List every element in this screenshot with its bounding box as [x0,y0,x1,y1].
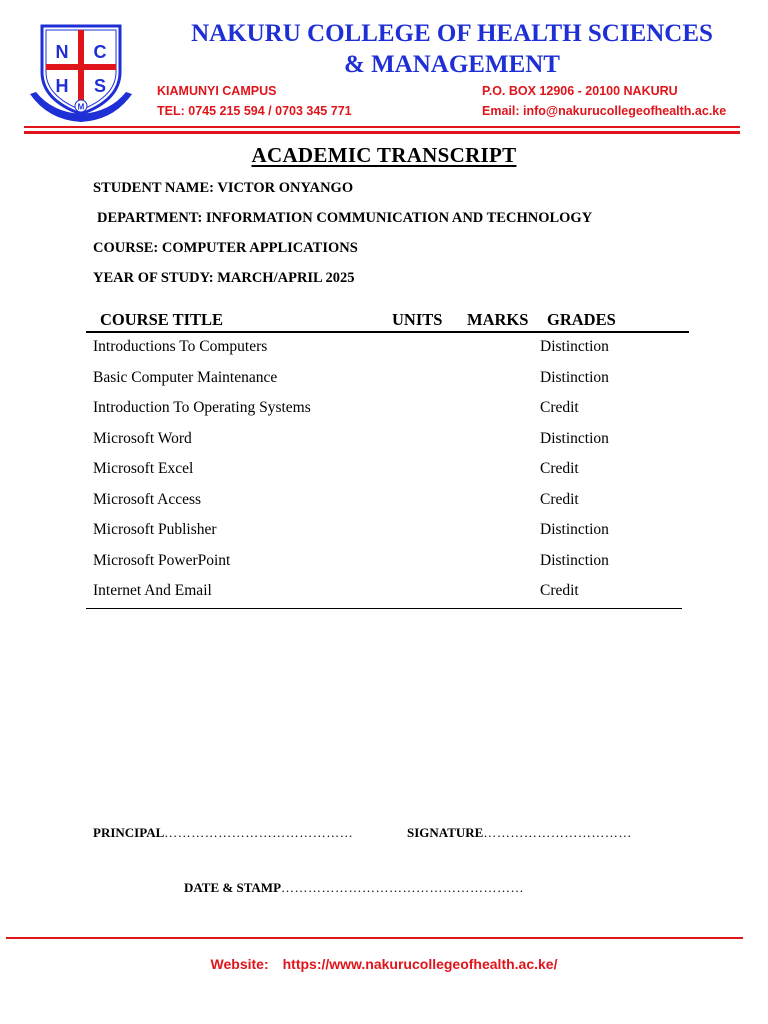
course-title-cell: Microsoft Excel [93,460,194,477]
department: DEPARTMENT: INFORMATION COMMUNICATION AND TECHNOLOGY [97,210,593,226]
principal-dotted-line: …………………………………… [164,825,354,840]
header-divider-thin [24,126,740,128]
principal-label: PRINCIPAL [93,825,165,840]
email-address: Email: info@nakurucollegeofhealth.ac.ke [482,104,727,118]
document-title [0,143,768,168]
column-header-grades: GRADES [547,310,616,329]
logo-letter-h: H [55,76,69,96]
telephone-numbers: TEL: 0745 215 594 / 0703 345 771 [157,104,352,118]
grade-cell: Distinction [540,338,609,355]
grade-cell: Distinction [540,429,609,447]
date-stamp-line [184,880,524,896]
principal-signature-line [93,825,353,841]
column-header-course-title: COURSE TITLE [100,310,224,329]
table-row [93,519,693,550]
signature-dotted-line: …………………………… [483,825,632,840]
course-title-cell: Introduction To Operating Systems [93,399,311,416]
logo-letter-s: S [93,76,107,96]
logo-badge-letter: M [77,102,85,112]
header-divider-thick [24,131,740,134]
logo-letter-c: C [93,42,107,62]
course-title-cell: Introductions To Computers [93,338,268,355]
document-title-text: ACADEMIC TRANSCRIPT [251,143,517,167]
grade-cell: Credit [540,490,579,508]
date-stamp-label: DATE & STAMP [184,880,282,895]
campus-name: KIAMUNYI CAMPUS [157,84,277,98]
table-row [93,428,693,459]
grade-cell: Distinction [540,368,609,386]
grade-cell: Credit [540,460,579,477]
footer-website [0,956,768,972]
course: COURSE: COMPUTER APPLICATIONS [93,240,358,256]
table-row [93,550,693,581]
grade-cell: Distinction [540,521,609,538]
course-title-cell: Microsoft Word [93,429,192,447]
college-logo [28,20,134,124]
table-footer-rule [86,608,682,609]
table-header-rule [86,331,689,333]
course-title-cell: Internet And Email [93,582,212,599]
table-row [93,580,693,611]
website-link[interactable]: https://www.nakurucollegeofhealth.ac.ke/ [282,956,558,972]
column-header-units: UNITS [392,310,443,329]
course-title-cell: Microsoft Access [93,490,202,508]
college-name-line2: & MANAGEMENT [344,51,560,78]
transcript-table-body [93,336,693,611]
table-row [93,458,693,489]
student-name: STUDENT NAME: VICTOR ONYANGO [93,180,354,196]
course-title-cell: Basic Computer Maintenance [93,368,278,386]
table-row [93,367,693,398]
course-title-cell: Microsoft PowerPoint [93,551,231,569]
signature-line [407,825,632,841]
signature-label: SIGNATURE [407,825,484,840]
footer-divider [6,937,743,939]
course-title-cell: Microsoft Publisher [93,521,217,538]
website-label: Website: [210,956,269,972]
table-row [93,397,693,428]
column-header-marks: MARKS [467,310,529,329]
table-row [93,489,693,520]
table-row [93,336,693,367]
year-of-study: YEAR OF STUDY: MARCH/APRIL 2025 [93,270,355,286]
college-name-line1: NAKURU COLLEGE OF HEALTH SCIENCES [191,20,713,47]
logo-letter-n: N [55,42,69,62]
grade-cell: Credit [540,582,579,599]
grade-cell: Credit [540,399,579,416]
date-stamp-dotted-line: ……………………………………………… [281,880,525,895]
college-name [150,18,754,80]
postal-address: P.O. BOX 12906 - 20100 NAKURU [482,84,678,98]
grade-cell: Distinction [540,551,609,569]
